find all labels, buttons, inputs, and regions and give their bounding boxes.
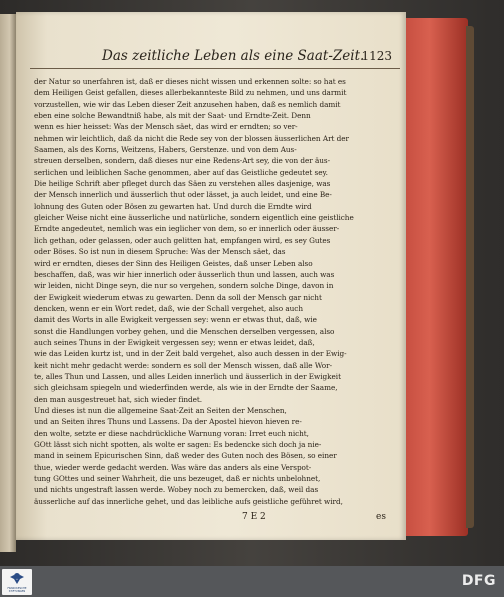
library-logo[interactable] <box>2 569 32 595</box>
text-line: auch seines Thuns in der Ewigkeit vergessen sey; wenn er etwas leidet, daß, <box>34 337 315 347</box>
text-line: keit nicht mehr gedacht werde: sondern es soll der Mensch wissen, daß alle Wor- <box>34 360 332 370</box>
text-line: sonst die Handlungen vorbey gehen, und die Menschen derselben vergessen, also <box>34 326 335 336</box>
body-text <box>34 76 388 507</box>
text-line: streuen derselben, sondern, daß dieses nur eine Redens-Art sey, die von der äus- <box>34 156 331 166</box>
text-line: den man ausgestreuet hat, sich wieder findet. <box>34 394 203 404</box>
text-line: vorzustellen, wie wir das Leben dieser Zeit anzusehen haben, daß es nemlich damit <box>34 99 341 109</box>
page-number: 1123 <box>361 49 392 63</box>
text-line: mand in seinem Epicurischen Sinn, daß weder des Guten noch des Bösen, so einer <box>34 451 337 461</box>
text-line: sich gleichsam spiegeln und wiederfinden werde, als wie in der Erndte der Saame, <box>34 383 338 393</box>
text-line: damit des Worts in alle Ewigkeit vergessen sey: wenn er etwas thut, daß, wie <box>34 315 317 325</box>
text-line: Und dieses ist nun die allgemeine Saat-Zeit an Seiten der Menschen, <box>34 405 287 415</box>
text-line: den wolte, setzte er diese nachdrückliche Warnung voran: Irret euch nicht, <box>34 428 309 438</box>
text-line: gleicher Weise nicht eine äusserliche und natürliche, sondern eigentlich eine geistliche <box>34 213 354 223</box>
text-line: und an Seiten ihres Thuns und Lassens. Da der Apostel hievon hieven re- <box>34 417 302 427</box>
eagle-sun-icon <box>9 571 25 585</box>
text-line: wenn es hier heisset: Was der Mensch säet, das wird er erndten; so ver- <box>34 122 298 132</box>
page-header <box>30 46 400 69</box>
viewer-footer-bar <box>0 566 504 597</box>
text-line: thue, wieder werde gedacht werden. Was wäre das anders als eine Verspot- <box>34 462 312 472</box>
signature-mark: 7 E 2 <box>242 512 266 522</box>
library-logo-text: FRANCKESCHE STIFTUNGEN <box>7 587 27 593</box>
text-line: Die heilige Schrift aber pfleget durch das Säen zu verstehen alles dasjenige, was <box>34 179 331 189</box>
book-cover-edge <box>398 18 468 536</box>
text-line: GOtt lässt sich nicht spotten, als wolte er sagen: Es bedencke sich doch ja nie- <box>34 440 322 449</box>
text-line: wie das Leiden kurtz ist, und in der Zeit bald vergehet, also auch dessen in der Ewig- <box>34 349 347 359</box>
scanned-page <box>16 12 406 540</box>
text-line: eben eine solche Bewandtniß habe, als mit der Saat- und Erndte-Zeit. Denn <box>34 111 311 121</box>
text-line: tung GOttes und seiner Wahrheit, die uns bezeuget, daß er nichts unbelohnet, <box>34 474 321 484</box>
page-footer <box>34 512 388 526</box>
facing-page-edge <box>0 14 16 552</box>
text-line: wird er erndten, dieses der Sinn des Heiligen Geistes, daß unser Leben also <box>34 258 313 268</box>
text-line: Erndte angedeutet, nemlich was ein ieglicher von dem, so er innerlich oder äusser- <box>34 224 340 234</box>
text-line: Saamen, als des Korns, Weitzens, Habers, Gerstenze. und von dem Aus- <box>34 145 297 155</box>
text-line: beschaffen, daß, was wir hier innerlich oder äusserlich thun und lassen, auch was <box>34 269 335 279</box>
dfg-logo[interactable]: DFG <box>461 573 496 589</box>
text-line: lohnung des Guten oder Bösen zu gewarten hat. Und durch die Erndte wird <box>34 201 312 211</box>
running-title: Das zeitliche Leben als eine Saat-Zeit. <box>102 48 365 64</box>
text-line: serlichen und leiblichen Sache genommen, aber auf das Geistliche gedeutet sey. <box>34 167 328 177</box>
text-line: nehmen wir leichtlich, daß da nicht die Rede sey von der blossen äusserlichen Art der <box>34 133 349 143</box>
text-line: der Ewigkeit wiederum etwas zu gewarten. Denn da soll der Mensch gar nicht <box>34 292 322 302</box>
text-line: äusserliche auf das innerliche gehet, und das leibliche aufs geistliche geführet wird, <box>34 496 343 506</box>
text-line: dencken, wenn er ein Wort redet, daß, wie der Schall vergehet, also auch <box>34 303 303 313</box>
text-line: dem Heiligen Geist gefallen, dieses allerbekannteste Bild zu nehmen, und uns darmit <box>34 88 347 98</box>
catchword: es <box>376 512 386 522</box>
text-line: und nichts ungestraft lassen werde. Wobey noch zu bemercken, daß, weil das <box>34 485 319 495</box>
text-line: wir leiden, nicht Dinge seyn, die nur so vergehen, sondern solche Dinge, davon in <box>34 281 334 291</box>
text-line: lich gethan, oder gelassen, oder auch gelitten hat, empfangen wird, es sey Gutes <box>34 235 331 245</box>
text-line: der Natur so unerfahren ist, daß er dieses nicht wissen und erkennen solte: so hat es <box>34 77 346 86</box>
text-line: der Mensch innerlich und äusserlich thut oder lässet, ja auch leidet, und eine Be- <box>34 190 332 200</box>
text-line: oder Böses. So ist nun in diesem Spruche: Was der Mensch säet, das <box>34 247 286 257</box>
text-line: te, alles Thun und Lassen, und alles Leiden innerlich und äusserlich in der Ewigkeit <box>34 371 341 381</box>
